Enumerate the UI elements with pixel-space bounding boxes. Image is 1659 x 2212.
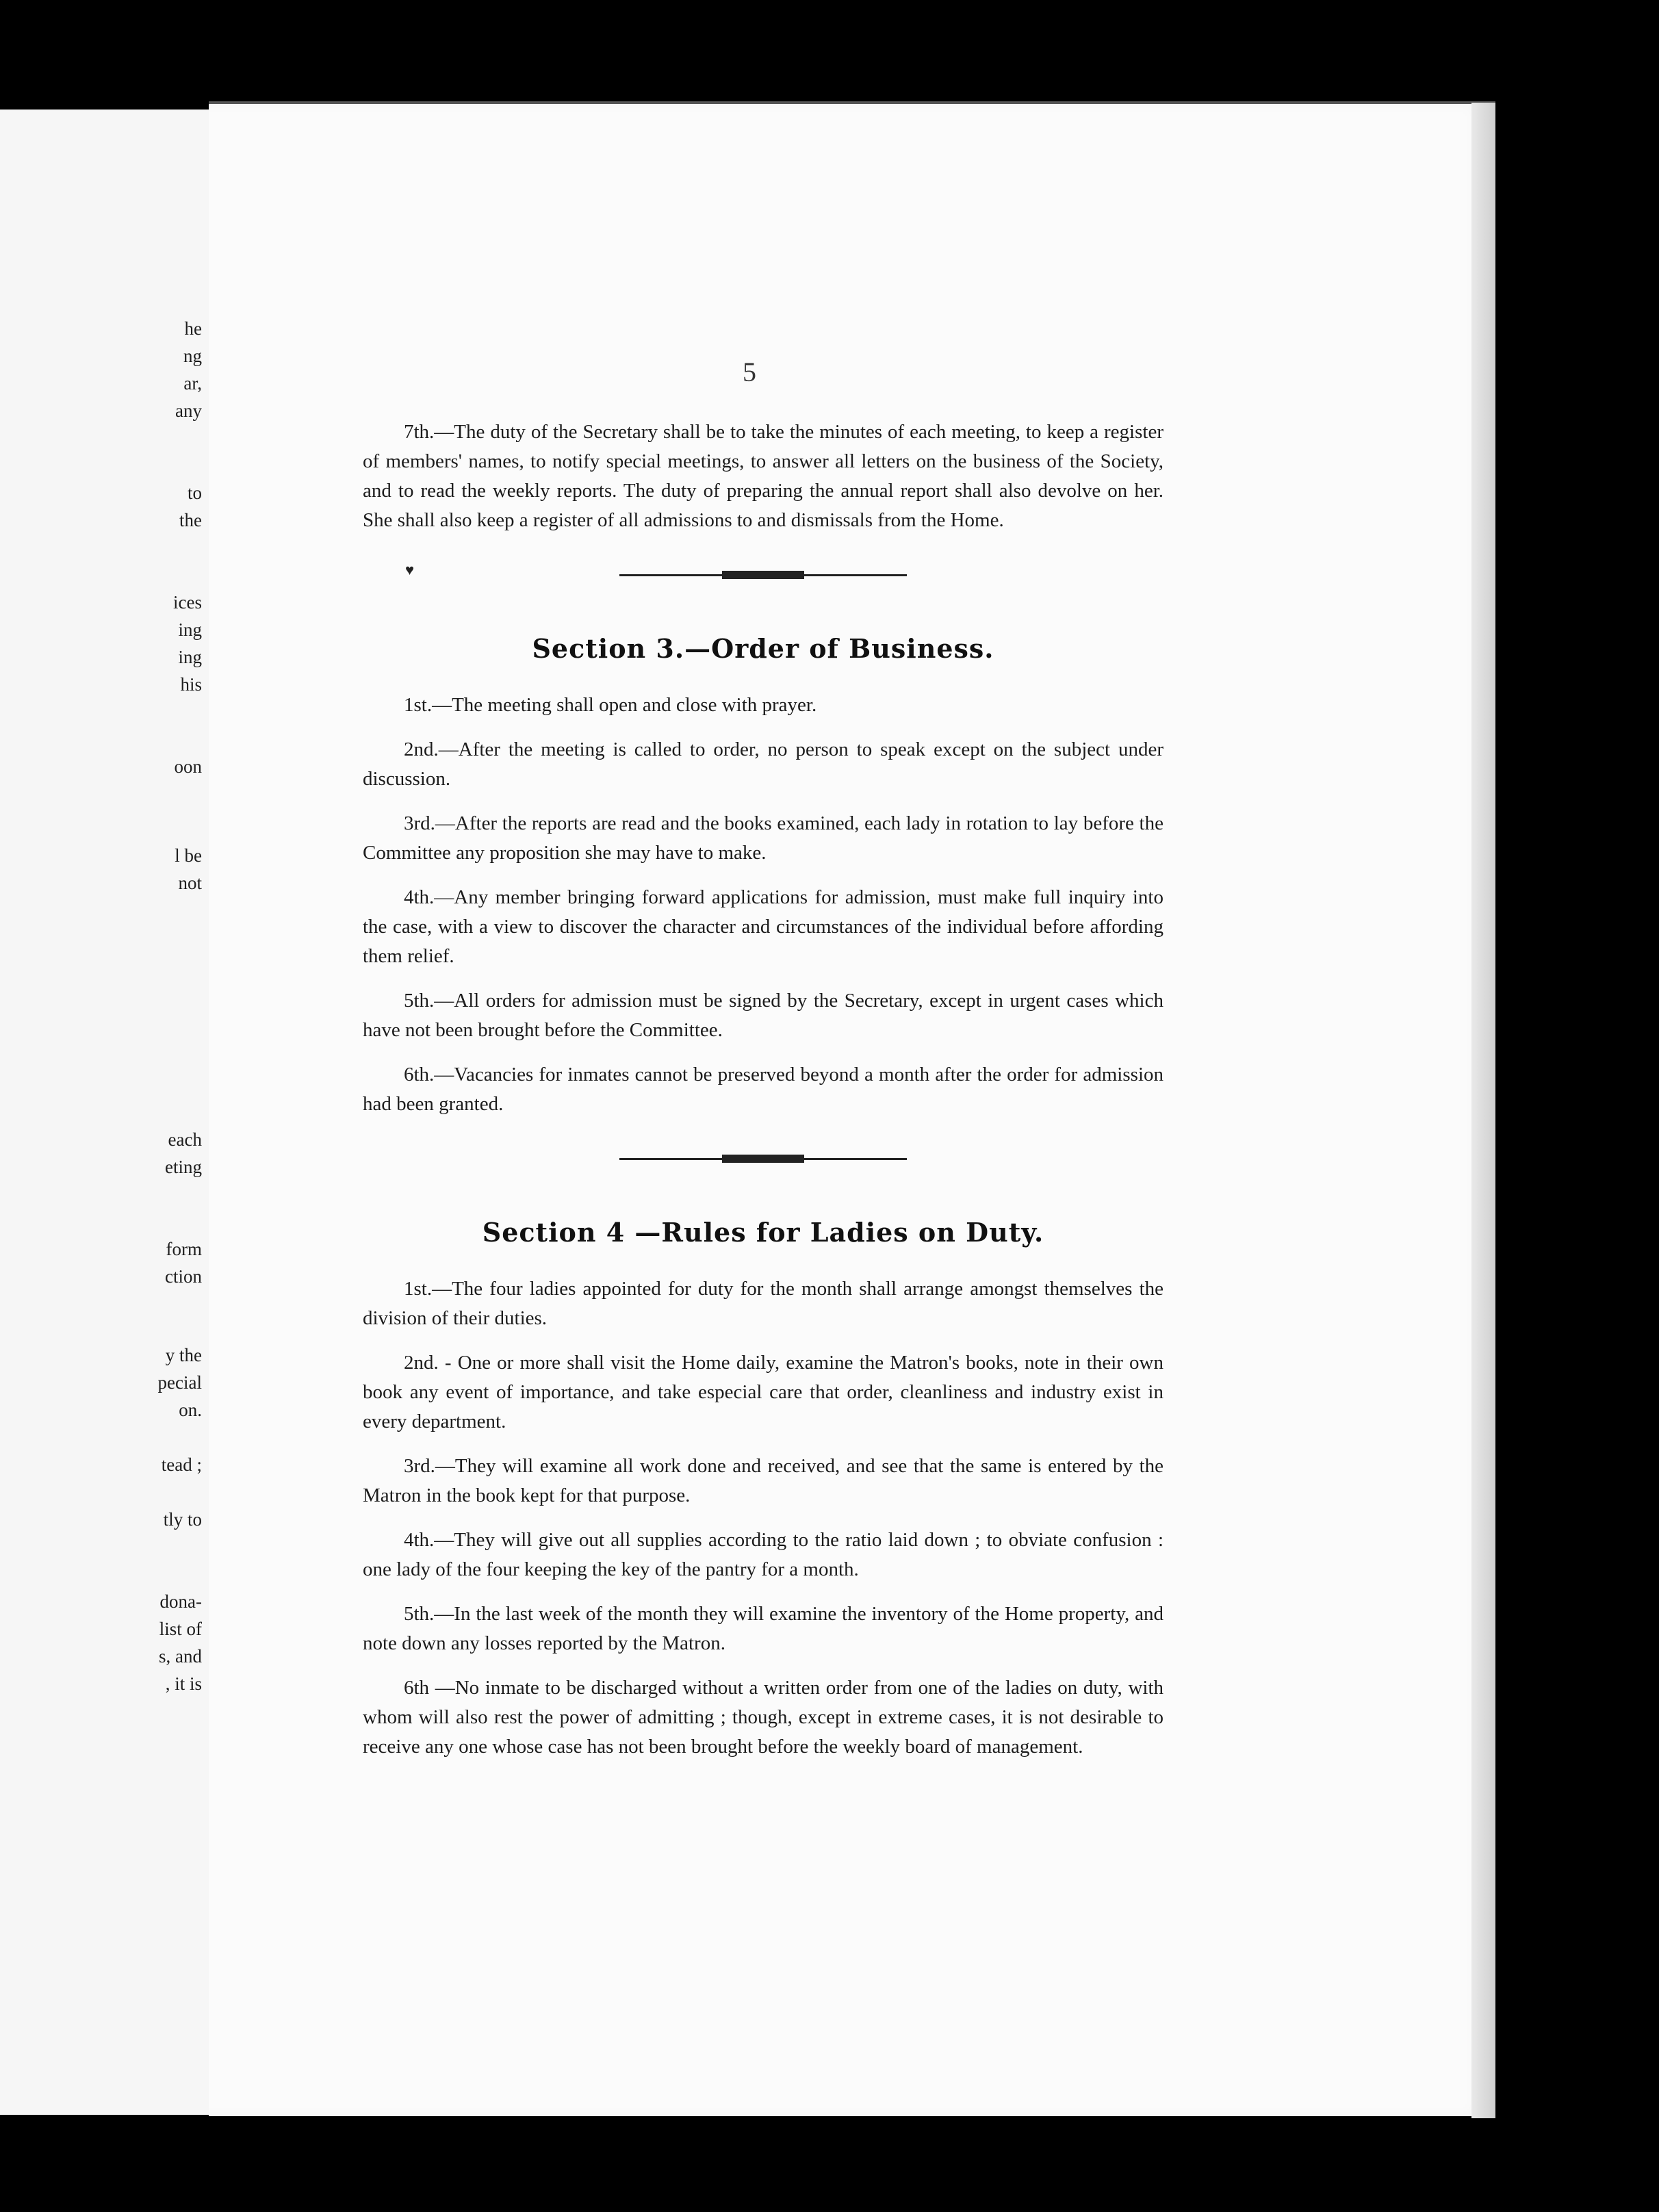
secretary-duty-paragraph: 7th.—The duty of the Secretary shall be to take the minutes of each meeting, to keep a register of members' names, to notify special meetings, to answer all letters on the business of the Society, and to read the weekly reports. The duty of preparing the annual report shall also devolve on her. She shall also keep a register of all admissions to and dismissals from the Home. [363, 421, 1163, 531]
section-3-rule: 4th.—Any member bringing forward applications for admission, must make full inquiry into the case, with a view to discover the character and circumstances of the individual before affording them relief. [363, 886, 1163, 967]
section-4-rule: 3rd.—They will examine all work done and received, and see that the same is entered by the Matron in the book kept for that purpose. [363, 1455, 1163, 1506]
section-4-body [363, 1274, 1163, 1762]
previous-page-text-fragment: , it is [165, 1673, 202, 1694]
section-4-rule: 2nd. - One or more shall visit the Home daily, examine the Matron's books, note in their own book any event of importance, and take especial care that order, cleanliness and industry exist in every department. [363, 1352, 1163, 1432]
section-3-rule: 6th.—Vacancies for inmates cannot be preserved beyond a month after the order for admission had been granted. [363, 1064, 1163, 1115]
previous-page-text-fragment: ction [165, 1266, 202, 1287]
section-4-rule: 4th.—They will give out all supplies according to the ratio laid down ; to obviate confusion : one lady of the four keeping the key of the pantry for a month. [363, 1529, 1163, 1580]
previous-page-text-fragment: oon [174, 756, 202, 777]
previous-page-text-fragment: each [168, 1129, 202, 1150]
previous-page-text-fragment: ng [183, 346, 202, 366]
previous-page-text-fragment: on. [179, 1400, 202, 1420]
section-3-rule: 1st.—The meeting shall open and close with prayer. [404, 694, 817, 716]
previous-page-text-fragment: y the [165, 1345, 202, 1365]
previous-page-edge [0, 110, 209, 2115]
previous-page-text-fragment: list of [159, 1619, 202, 1639]
previous-page-text-fragment: tly to [163, 1509, 202, 1530]
section-3-heading: Section 3.—Order of Business. [532, 633, 994, 664]
previous-page-text-fragment: his [180, 674, 202, 695]
section-4-heading: Section 4 —Rules for Ladies on Duty. [482, 1217, 1044, 1248]
previous-page-text-fragment: ing [178, 619, 202, 640]
section-divider [619, 1149, 907, 1170]
previous-page-text-fragment: not [178, 873, 202, 893]
previous-page-text-fragment: l be [175, 845, 202, 866]
previous-page-text-fragment: s, and [159, 1646, 202, 1667]
previous-page-text-fragment: ices [173, 592, 202, 613]
previous-page-text-fragment: he [184, 318, 202, 339]
ink-blot: ♥ [405, 561, 415, 578]
section-3-body [363, 691, 1163, 1119]
section-3-rule: 2nd.—After the meeting is called to order, no person to speak except on the subject under discussion. [363, 738, 1163, 790]
section-4-rule: 5th.—In the last week of the month they will examine the inventory of the Home property, and note down any losses reported by the Matron. [363, 1603, 1163, 1654]
previous-page-text-fragment: tead ; [161, 1454, 202, 1475]
page-edge-shadow [1471, 103, 1495, 2118]
previous-page-text-fragment: any [175, 400, 202, 421]
section-3-rule: 5th.—All orders for admission must be signed by the Secretary, except in urgent cases which have not been brought before the Committee. [363, 990, 1163, 1041]
previous-page-text-fragment: form [166, 1239, 202, 1259]
divider-ornament [722, 1155, 804, 1163]
previous-page-text-fragment: eting [165, 1157, 202, 1177]
previous-page-text-fragment: pecial [157, 1372, 202, 1393]
section-divider [619, 565, 907, 586]
page-content [363, 417, 1163, 1777]
section-3-rule: 3rd.—After the reports are read and the books examined, each lady in rotation to lay before the Committee any proposition she may have to make. [363, 812, 1163, 864]
previous-page-text-fragment: ar, [183, 373, 202, 394]
section-4-rule: 6th —No inmate to be discharged without a written order from one of the ladies on duty, with whom will also rest the power of admitting ; though, except in extreme cases, it is not desirable to receive any one whose case has not been brought before the weekly board of management. [363, 1677, 1163, 1758]
previous-page-text-fragment: to [187, 483, 202, 503]
divider-ornament [722, 571, 804, 579]
previous-page-text-fragment: ing [178, 647, 202, 667]
section-4-rule: 1st.—The four ladies appointed for duty for the month shall arrange amongst themselves the division of their duties. [363, 1278, 1163, 1329]
previous-page-text-fragment: the [179, 510, 202, 530]
page-number: 5 [743, 357, 756, 387]
previous-page-text-fragment: dona- [159, 1591, 202, 1612]
